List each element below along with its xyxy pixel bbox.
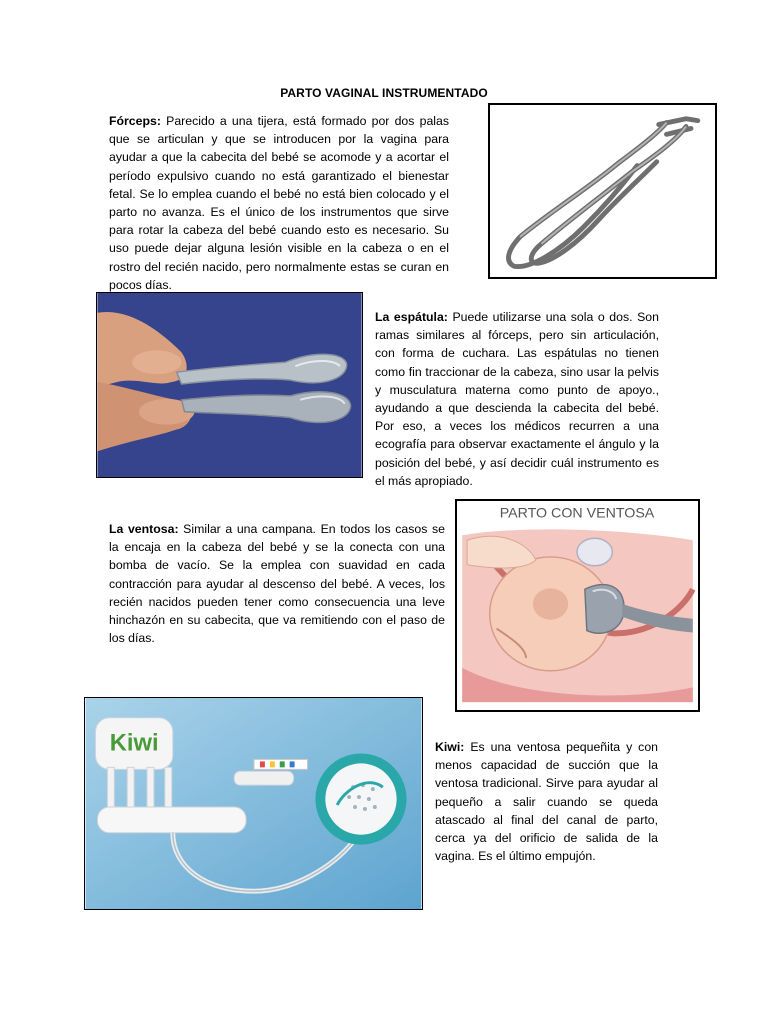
kiwi-term: Kiwi:	[435, 740, 465, 754]
kiwi-brand: Kiwi	[109, 729, 159, 757]
ventosa-caption: PARTO CON VENTOSA	[499, 505, 655, 522]
ventosa-text: Similar a una campana. En todos los casos se la encaja en la cabeza del bebé y se la conecta con una bomba de vacío. Se la emplea con suavidad en cada contracción para ayudar al descenso del bebé. A veces, los recién nacidos pueden tener como consecuencia una leve hinchazón en su cabecita, que va remitiendo con el paso de los días.	[109, 522, 446, 646]
forceps-paragraph	[109, 112, 449, 294]
espatula-term: La espátula:	[375, 310, 448, 324]
page-title: PARTO VAGINAL INSTRUMENTADO	[280, 86, 488, 100]
espatula-photo	[97, 293, 362, 477]
espatula-image	[96, 292, 363, 478]
kiwi-image	[84, 697, 423, 910]
ventosa-paragraph	[109, 520, 445, 647]
forceps-image	[488, 103, 717, 279]
ventosa-illustration	[457, 501, 698, 710]
ventosa-image	[455, 499, 700, 712]
kiwi-paragraph	[435, 738, 658, 865]
ventosa-term: La ventosa:	[109, 522, 179, 536]
espatula-text: Puede utilizarse una sola o dos. Son ramas similares al fórceps, pero sin articulación, con forma de cuchara. Las espátulas no tienen como fin traccionar de la cabeza, sino usar la pelvis y musculatura materna como punto de apoyo., ayudando a que descienda la cabecita del bebé. Por eso, a veces los médicos recurren a una ecografía para observar exactamente el ángulo y la posición del bebé, y así decidir cuál instrumento es el más apropiado.	[375, 310, 659, 488]
kiwi-photo	[85, 698, 422, 909]
forceps-text: Parecido a una tijera, está formado por dos palas que se articulan y que se introducen por la vagina para ayudar a que la cabecita del bebé se acomode y a acortar el período expulsivo cuando no está garantizado el bienestar fetal. Se lo emplea cuando el bebé no está bien colocado y el parto no avanza. Es el único de los instrumentos que sirve para rotar la cabeza del bebé cuando esto es necesario. Su uso puede dejar alguna lesión visible en la cabeza o en el rostro del recién nacido, pero normalmente estas se curan en pocos días.	[109, 114, 450, 292]
espatula-paragraph	[375, 308, 659, 490]
forceps-illustration	[490, 105, 715, 277]
forceps-term: Fórceps:	[109, 114, 161, 128]
kiwi-text: Es una ventosa pequeñita y con menos capacidad de succión que la ventosa tradicional. Sirve para ayudar al pequeño a salir cuando se queda atascado al final del canal de parto, cerca ya del orificio de salida de la vagina. Es el último empujón.	[435, 740, 658, 864]
